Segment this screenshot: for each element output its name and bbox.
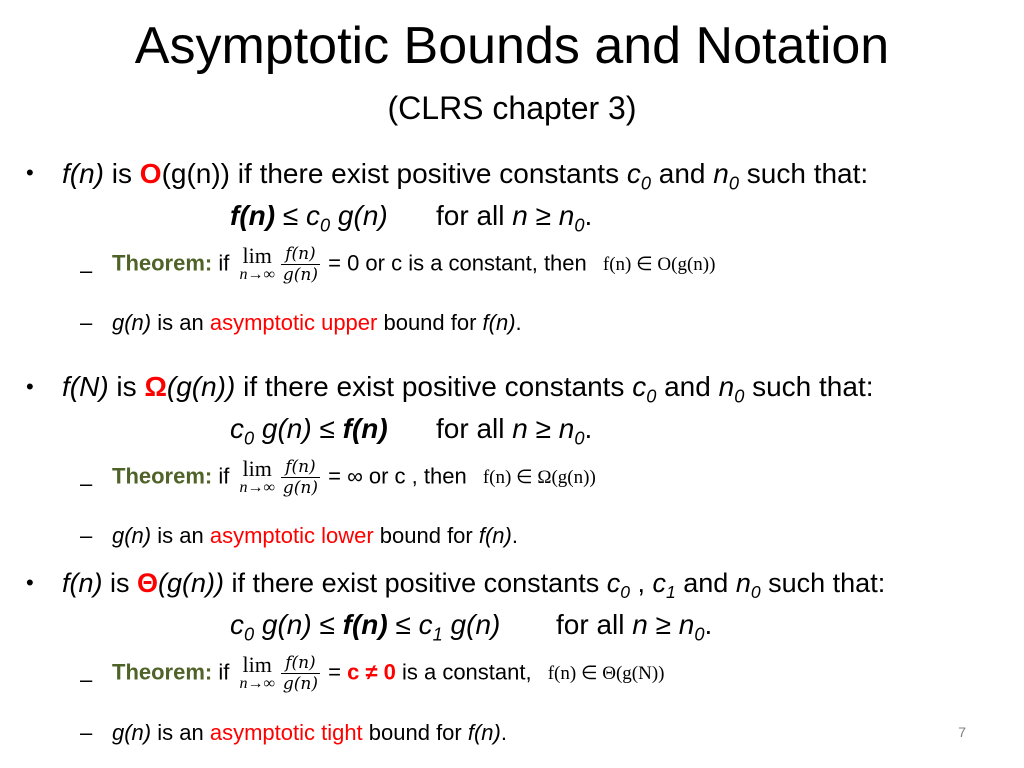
ratio-fraction: $\frac{f(n)}{g(n)}$ bbox=[282, 457, 318, 498]
limit-operator: lim n→∞ bbox=[239, 455, 275, 496]
bullet-dot: • bbox=[26, 570, 34, 595]
bigomega-symbol: Ω bbox=[144, 371, 167, 402]
page-number: 7 bbox=[958, 724, 966, 740]
ratio-fraction: $\frac{f(n)}{g(n)}$ bbox=[282, 244, 318, 285]
bigomega-forall: for all $n \ge n_0$. bbox=[436, 413, 593, 449]
bigomega-formula: f(n) ∈ Ω(g(n)) bbox=[482, 467, 596, 489]
slide-title: Asymptotic Bounds and Notation bbox=[134, 17, 890, 75]
dash-marker: – bbox=[80, 471, 93, 496]
bigtheta-symbol: Θ bbox=[137, 568, 159, 598]
ratio-fraction: $\frac{f(n)}{g(n)}$ bbox=[282, 653, 318, 694]
bigtheta-bound: g(n) is an asymptotic tight bound for f(n). bbox=[112, 720, 507, 745]
bigo-theorem: Theorem: if lim n→∞ $\frac{f(n)}{g(n)}$ = 0 or c is a constant, then f(n) ∈ O(g(n)) bbox=[112, 242, 716, 285]
bigo-inequality: $f(n) \le c_0$ g(n) bbox=[230, 200, 388, 236]
bigo-forall: for all $n \ge n_0$. bbox=[436, 200, 593, 236]
bigo-bound: g(n) is an asymptotic upper bound for f(n). bbox=[112, 310, 522, 335]
bigo-symbol: O bbox=[139, 158, 162, 189]
bigomega-definition: f(N) is Ω(g(n)) if there exist positive constants $c_0$ and $n_0$ such that: bbox=[62, 371, 874, 407]
dash-marker: – bbox=[80, 667, 93, 692]
limit-operator: lim n→∞ bbox=[239, 242, 275, 283]
bigo-definition: f(n) is O(g(n)) if there exist positive constants $c_0$ and $n_0$ such that: bbox=[62, 158, 869, 194]
bigomega-bound: g(n) is an asymptotic lower bound for f(n). bbox=[112, 523, 518, 548]
bullet-dot: • bbox=[26, 160, 34, 185]
bigtheta-forall: for all $n \ge n_0$. bbox=[556, 609, 713, 645]
bigo-formula: f(n) ∈ O(g(n)) bbox=[602, 254, 716, 276]
bigomega-inequality: $c_0$ g(n) ≤ f(n) bbox=[230, 413, 388, 449]
slide-subtitle: (CLRS chapter 3) bbox=[387, 90, 637, 126]
bigtheta-theorem: Theorem: if lim n→∞ $\frac{f(n)}{g(n)}$ = c ≠ 0 is a constant, f(n) ∈ Θ(g(N)) bbox=[112, 651, 665, 694]
dash-marker: – bbox=[80, 258, 93, 283]
dash-marker: – bbox=[80, 310, 93, 335]
dash-marker: – bbox=[80, 523, 93, 548]
dash-marker: – bbox=[80, 720, 93, 745]
bigtheta-inequality: $c_0$ $g(n) \le f(n) \le c_1$ g(n) bbox=[230, 609, 501, 645]
bullet-dot: • bbox=[26, 374, 34, 399]
bigtheta-definition: f(n) is Θ(g(n)) if there exist positive constants $c_0$ , $c_1$ and $n_0$ such that: bbox=[62, 568, 886, 603]
bigomega-theorem: Theorem: if lim n→∞ $\frac{f(n)}{g(n)}$ = ∞ or c , then f(n) ∈ Ω(g(n)) bbox=[112, 455, 596, 498]
limit-operator: lim n→∞ bbox=[239, 651, 275, 692]
bigtheta-formula: f(n) ∈ Θ(g(N)) bbox=[547, 663, 665, 685]
